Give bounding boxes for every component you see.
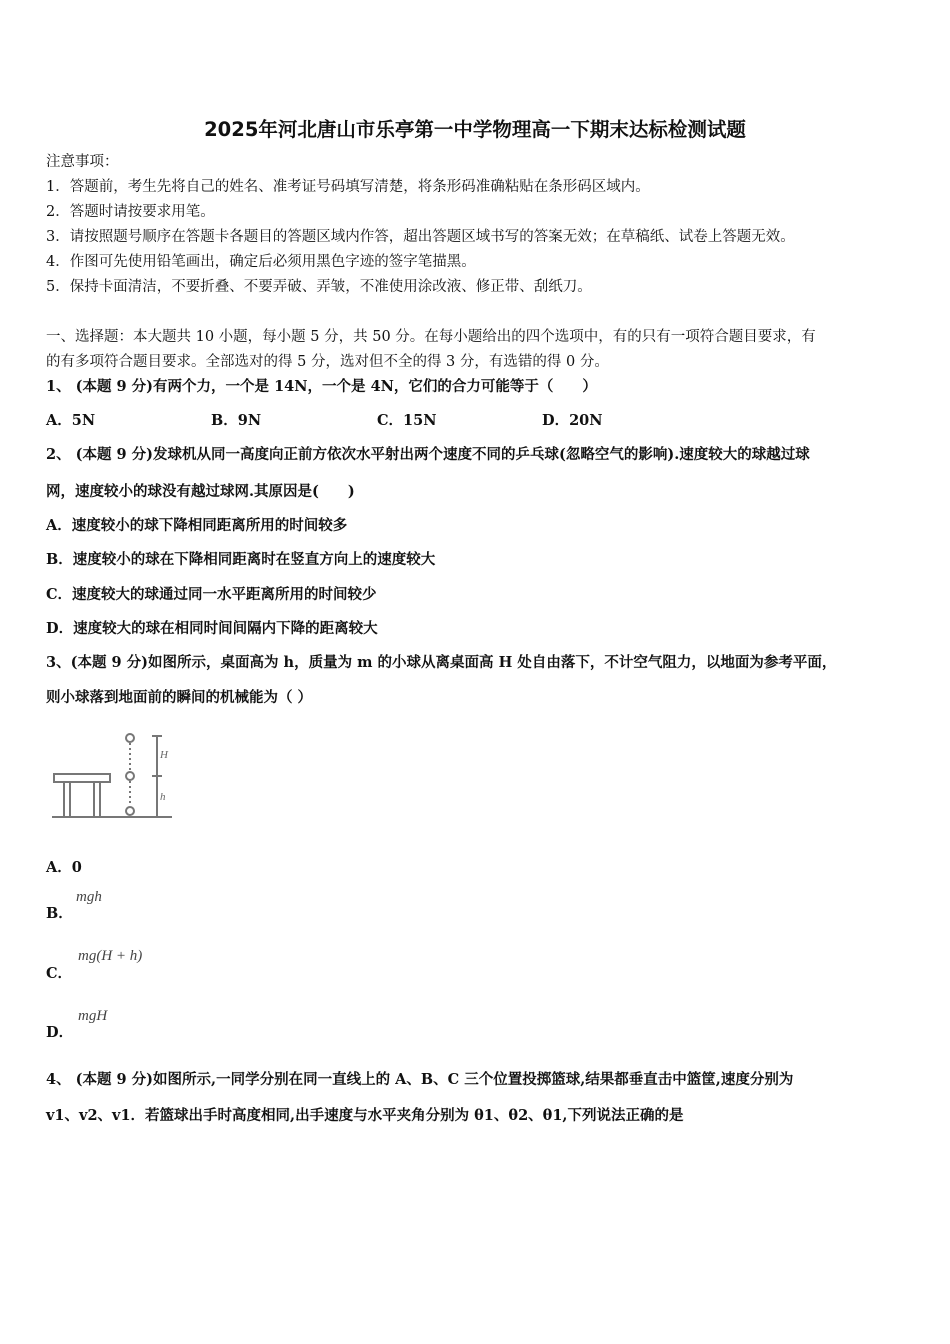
q3-option-d-value: mgH — [78, 1008, 108, 1024]
q1-option-a: A．5N — [46, 412, 96, 429]
notice-heading: 注意事项： — [46, 154, 119, 170]
q3-option-c-value: mg(H + h) — [78, 948, 143, 964]
notice-item: 1．答题前，考生先将自己的姓名、准考证号码填写清楚，将条形码准确粘贴在条形码区域内。 — [46, 179, 650, 195]
question-2-stem: 2、 (本题 9 分)发球机从同一高度向正前方依次水平射出两个速度不同的乒乓球(忽略空气的影响).速度较大的球越过球 — [46, 446, 810, 463]
q1-option-d: D．20N — [542, 412, 603, 429]
label-H: H — [160, 749, 168, 761]
section-intro: 一、选择题：本大题共 10 小题，每小题 5 分，共 50 分。在每小题给出的四个选项中，有的只有一项符合题目要求，有 — [46, 329, 816, 345]
table-ball-figure — [50, 728, 180, 828]
section-intro: 的有多项符合题目要求。全部选对的得 5 分，选对但不全的得 3 分，有选错的得 0 分。 — [46, 354, 609, 370]
q3-option-d-label: D． — [46, 1024, 74, 1041]
q3-option-b-value: mgh — [76, 889, 102, 905]
question-4-stem: v1、v2、v1．若篮球出手时高度相同,出手速度与水平夹角分别为 θ1、θ2、θ1,下列说法正确的是 — [46, 1107, 684, 1124]
q3-option-a-value: 0 — [71, 859, 82, 876]
question-3-stem: 则小球落到地面前的瞬间的机械能为（ ） — [46, 689, 313, 706]
notice-item: 4．作图可先使用铅笔画出，确定后必须用黑色字迹的签字笔描黑。 — [46, 254, 476, 270]
notice-item: 2．答题时请按要求用笔。 — [46, 204, 215, 220]
q2-option-d: D．速度较大的球在相同时间间隔内下降的距离较大 — [46, 620, 378, 637]
question-3-stem: 3、(本题 9 分)如图所示，桌面高为 h，质量为 m 的小球从离桌面高 H 处自由落下，不计空气阻力，以地面为参考平面， — [46, 654, 837, 671]
q3-option-c-label: C． — [46, 965, 73, 982]
q1-option-b: B．9N — [211, 412, 262, 429]
q3-option-a-label: A． — [46, 859, 72, 876]
question-4-stem: 4、 (本题 9 分)如图所示,一同学分别在同一直线上的 A、B、C 三个位置投掷篮球,结果都垂直击中篮筐,速度分别为 — [46, 1071, 794, 1088]
question-2-stem: 网，速度较小的球没有越过球网.其原因是( ) — [46, 483, 355, 500]
q1-option-c: C．15N — [377, 412, 437, 429]
notice-item: 3．请按照题号顺序在答题卡各题目的答题区域内作答，超出答题区域书写的答案无效；在草稿纸、试卷上答题无效。 — [46, 229, 795, 245]
q3-option-a — [46, 858, 82, 878]
question-1-stem: 1、 (本题 9 分)有两个力，一个是 14N，一个是 4N，它们的合力可能等于（ ） — [46, 378, 597, 395]
notice-item: 5．保持卡面清洁，不要折叠、不要弄破、弄皱，不准使用涂改液、修正带、刮纸刀。 — [46, 279, 592, 295]
label-h: h — [160, 791, 166, 803]
q2-option-b: B．速度较小的球在下降相同距离时在竖直方向上的速度较大 — [46, 551, 436, 568]
q2-option-a: A．速度较小的球下降相同距离所用的时间较多 — [46, 517, 348, 534]
q3-option-b-label: B． — [46, 905, 73, 922]
q2-option-c: C．速度较大的球通过同一水平距离所用的时间较少 — [46, 586, 377, 603]
exam-title: 2025年河北唐山市乐亭第一中学物理高一下期末达标检测试题 — [204, 118, 746, 141]
